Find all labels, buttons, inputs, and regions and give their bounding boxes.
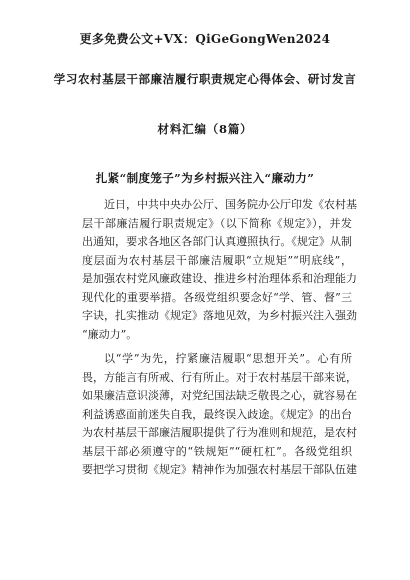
paragraph-line: 字诀，扎实推动《规定》落地见效，为乡村振兴注入强劲 (82, 309, 357, 322)
paragraph-line: 以“学”为先，拧紧廉洁履职“思想开关”。心有所 (104, 352, 352, 365)
paragraph-line: “廉动力”。 (82, 327, 138, 341)
document-title-line-2: 材料汇编（8篇） (157, 122, 253, 136)
paragraph-line: 要把学习贯彻《规定》精神作为加强农村基层干部队伍建 (82, 463, 357, 476)
paragraph-line: 为农村基层干部廉洁履职提供了行为准则和规范，是农村 (82, 426, 357, 439)
paragraph-line: 如果廉洁意识淡薄，对党纪国法缺乏敬畏之心，就容易在 (82, 389, 357, 402)
paragraph-line: 近日，中共中央办公厅、国务院办公厅印发《农村基 (104, 198, 357, 211)
document-title-line-1: 学习农村基层干部廉洁履行职责规定心得体会、研讨发言 (53, 72, 357, 86)
paragraph-line: 基层干部必须遵守的“铁规矩”“硬杠杠”。各级党组织 (82, 444, 352, 458)
body-text (82, 196, 357, 486)
paragraph-line: 利益诱惑面前迷失自我，最终误入歧途。《规定》的出台 (82, 407, 352, 421)
paragraph-1 (82, 196, 357, 344)
paragraph-line: 度层面为农村基层干部廉洁履职“立规矩”“明底线”， (82, 253, 352, 267)
paragraph-line: 出通知，要求各地区各部门认真遵照执行。《规定》从制 (82, 235, 352, 248)
paragraph-2 (82, 350, 357, 480)
paragraph-line: 层干部廉洁履行职责规定》（以下简称《规定》），并发 (82, 216, 352, 230)
paragraph-line: 畏，方能言有所戒、行有所止。对于农村基层干部来说， (82, 370, 357, 384)
section-heading: 扎紧“制度笼子”为乡村振兴注入“廉动力” (95, 171, 315, 185)
paragraph-line: 现代化的重要举措。各级党组织要念好“学、管、督”三 (82, 290, 352, 304)
paragraph-line: 是加强农村党风廉政建设、推进乡村治理体系和治理能力 (82, 272, 357, 285)
promo-header: 更多免费公文+VX：QiGeGongWen2024 (79, 32, 331, 46)
